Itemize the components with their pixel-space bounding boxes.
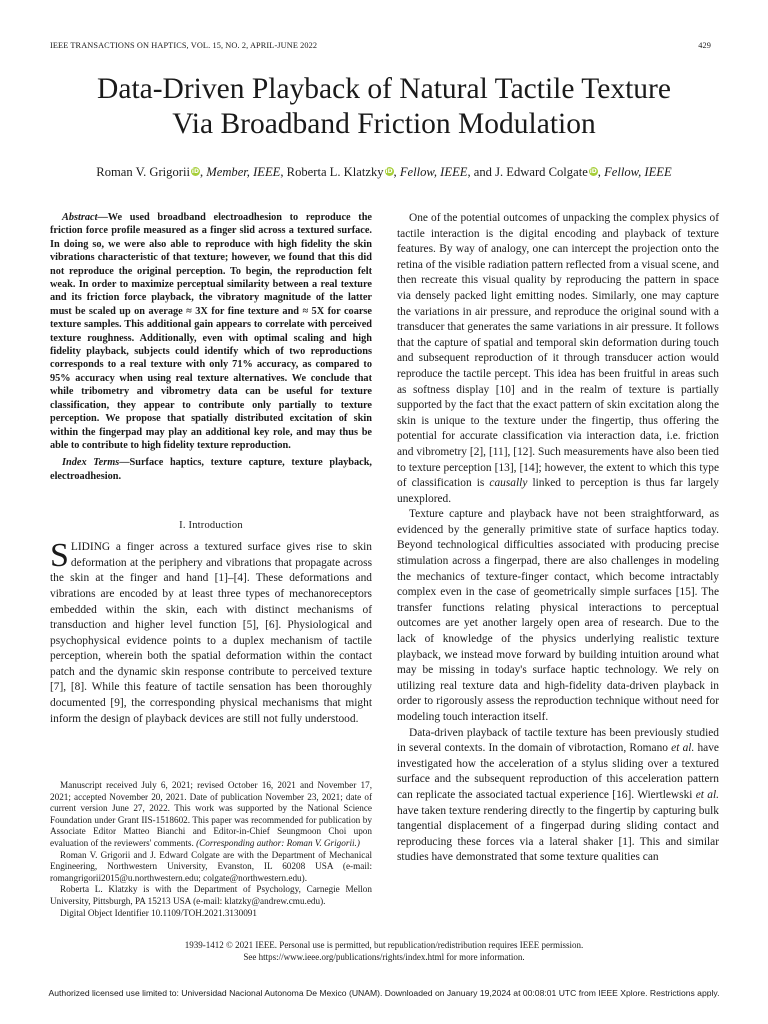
para-text: One of the potential outcomes of unpacking the complex physics of tactile interaction is the digital encoding and playback of texture features. By way of analogy, one can intercept the projection onto the retina of the visible radiation pattern reflected from a visual scene, and then recreate this visual quality by reproducing the pattern in space via densely packed light emitting nodes. Similarly, one may capture the variations in air pressure, and reproduce the original sound with a transducer that generates the same variations in air pressure. It follows that the capture of spatial and temporal skin deformation during touch and subsequent reproduction of it through transducer action would reproduce the tactile percept. This idea has been fruitful in areas such as softness display [10] and in the realm of texture is partially supported by the fact that the exact pattern of skin excitation along the skin is unique to the texture under the fingertip, thus offering the potential for accurate classification via interaction data, i.e. friction and vibrometry [2], [11], [12]. Such measurements have also been tied to texture perception [13], [14]; however, the extent to which this type of classification is [397, 212, 719, 490]
manuscript-history: Manuscript received July 6, 2021; revised October 16, 2021 and November 17, 2021; accepted November 20, 2021. Date of publication November 23, 2021; date of current version June 27, 2022. This work was supported by the National Science Foundation under Grant IIS-1518602. This paper was recommended for publication by Associate Editor Matteo Bianchi and Editor-in-Chief Seungmoon Choi upon evaluation of the reviewers' comments. [50, 780, 372, 848]
left-column [50, 211, 372, 727]
copyright-line-2: See https://www.ieee.org/publications/rights/index.html for more information. [243, 952, 525, 962]
abstract-dash: — [97, 212, 108, 223]
right-paragraph-3 [397, 726, 719, 866]
author-2-role: Fellow, IEEE [399, 165, 468, 179]
emphasis: et al. [671, 742, 695, 755]
right-paragraph-2: Texture capture and playback have not been straightforward, as evidenced by the generally primitive state of surface haptics today. Beyond technological difficulties associated with producing precise stimulation across a fingerpad, there are also challenges in modeling the mechanics of texture-finger contact, which become intractably complex even in the case of geometrically simple surfaces [15]. The transfer functions relating physical interactions to perceptual outcomes are yet another largely open area of research. Due to the lack of knowledge of the physics underlying realistic texture playback, we instead move forward by building intuition around what may be missing in today's surface haptic technology. We rely on utilizing real texture data and high-fidelity data-driven playback in order to rigorously assess the reproduction technique without need for modeling touch interaction itself. [397, 508, 719, 723]
footnote-manuscript [50, 780, 372, 850]
running-head [50, 41, 711, 50]
para-text: have investigated how the acceleration of a stylus sliding over a textured surface and the subsequent reproduction of this acceleration pattern can replicate the associated tactual experience [16]. Wiertlewski [397, 742, 719, 801]
index-terms [50, 456, 372, 483]
footnote-affiliation-1: Roman V. Grigorii and J. Edward Colgate are with the Department of Mechanical Engineering, Northwestern University, Evanston, IL 60208 USA (e-mail: romangrigorii2015@u.northwestern.edu; colgate@northwestern.edu). [50, 849, 372, 883]
copyright-notice [60, 939, 708, 963]
para-text: Data-driven playback of tactile texture has been previously studied in several contexts. In the domain of vibrotaction, Romano [397, 726, 719, 755]
author-1-role: Member, IEEE [206, 165, 281, 179]
footnote-affiliation-2: Roberta L. Klatzky is with the Department of Psychology, Carnegie Mellon University, Pittsburgh, PA 15213 USA (e-mail: klatzky@andrew.cmu.edu). [50, 884, 372, 906]
paper-title [40, 72, 728, 142]
title-line-1: Data-Driven Playback of Natural Tactile Texture [97, 73, 671, 105]
title-line-2: Via Broadband Friction Modulation [172, 108, 596, 140]
section-heading: I. Introduction [179, 520, 243, 532]
para-text: have taken texture rendering directly to the fingertip by capturing bulk tangential displacement of a fingerpad during sliding contact and reproducing these forces via a lateral shaker [1]. This and similar studies have demonstrated that some texture qualities can [397, 804, 719, 864]
orcid-icon[interactable]: iD [191, 168, 199, 175]
corresponding-author: (Corresponding author: Roman V. Grigorii.) [196, 837, 360, 848]
emphasis: et al. [695, 788, 719, 801]
download-notice: Authorized licensed use limited to: Universidad Nacional Autonoma De Mexico (UNAM). Downloaded on January 19,2024 at 00:08:01 UTC from IEEE Xplore. Restrictions apply. [48, 988, 720, 998]
page-number: 429 [698, 41, 711, 50]
index-terms-lead: Index Terms [62, 457, 120, 469]
right-column [397, 211, 719, 866]
copyright-line-1: 1939-1412 © 2021 IEEE. Personal use is permitted, but republication/redistribution requires IEEE permission. [184, 940, 584, 950]
drop-cap: S [50, 537, 69, 575]
emphasis: causally [489, 477, 528, 490]
right-paragraph-1 [397, 211, 719, 507]
abstract [50, 211, 372, 452]
intro-paragraph [50, 537, 372, 727]
abstract-lead: Abstract [62, 212, 98, 223]
author-list: Roman V. Grigorii iD, Member, IEEE, Roberta L. Klatzky iD, Fellow, IEEE, and J. Edward Colgate iD, Fellow, IEEE [96, 165, 672, 179]
author-3-role: Fellow, IEEE [604, 165, 672, 179]
abstract-text: We used broadband electroadhesion to reproduce the friction force profile measured as a finger slid across a textured surface. In doing so, we were also able to reproduce with high fidelity the skin vibrations characteristic of that texture; however, we found that this did not reproduce the original perception. To begin, the reproduction felt weak. In order to maximize perceptual similarity between a real texture and its friction force playback, the vibratory magnitude of the latter must be scaled up on average ≈ 3X for fine texture and ≈ 5X for coarse texture samples. This additional gain appears to correlate with perceived texture roughness. Additionally, even with optimal scaling and high fidelity playback, subjects could identify which of two reproductions corresponds to a real texture with only 71% accuracy, as compared to 95% accuracy when using real texture alternatives. We conclude that while tribometry and vibrometry data can be useful for texture classification, they appear to contribute only partially to texture perception. We propose that spatially distributed excitation of skin within the fingerpad may play an additional key role, and may thus be able to contribute to high fidelity texture reproduction. [50, 212, 372, 451]
index-terms-text: Surface haptics, texture capture, texture playback, electroadhesion. [50, 457, 372, 482]
author-3-name: , and J. Edward Colgate [467, 165, 588, 179]
intro-text: LIDING a finger across a textured surface gives rise to skin deformation at the periphery and vibrations that propagate across the skin at the finger and hand [1]–[4]. These deformations and vibrations are encoded by at least three types of mechanoreceptors embedded within the skin, each with distinct mechanisms of transduction and higher level function [5], [6]. Physiological and psychophysical evidence points to a duplex mechanism of tactile perception, wherein both the spatial deformation within the contact patch and the dynamic skin response contribute to perceived texture [7], [8]. While this feature of tactile sensation has been thoroughly documented [9], the corresponding physical mechanisms that might inform the design of playback devices are still not fully understood. [50, 541, 372, 725]
index-terms-dash: — [119, 457, 130, 469]
journal-name: IEEE TRANSACTIONS ON HAPTICS, VOL. 15, NO. 2, APRIL-JUNE 2022 [50, 41, 318, 50]
footnotes [50, 780, 372, 919]
footnote-doi: Digital Object Identifier 10.1109/TOH.2021.3130091 [60, 907, 257, 918]
orcid-icon[interactable]: iD [385, 168, 393, 175]
para-text: linked to perception is thus far largely unexplored. [397, 477, 719, 505]
author-2-name: Roberta L. Klatzky [286, 165, 384, 179]
orcid-icon[interactable]: iD [589, 168, 597, 175]
author-1-name: Roman V. Grigorii [96, 165, 190, 179]
